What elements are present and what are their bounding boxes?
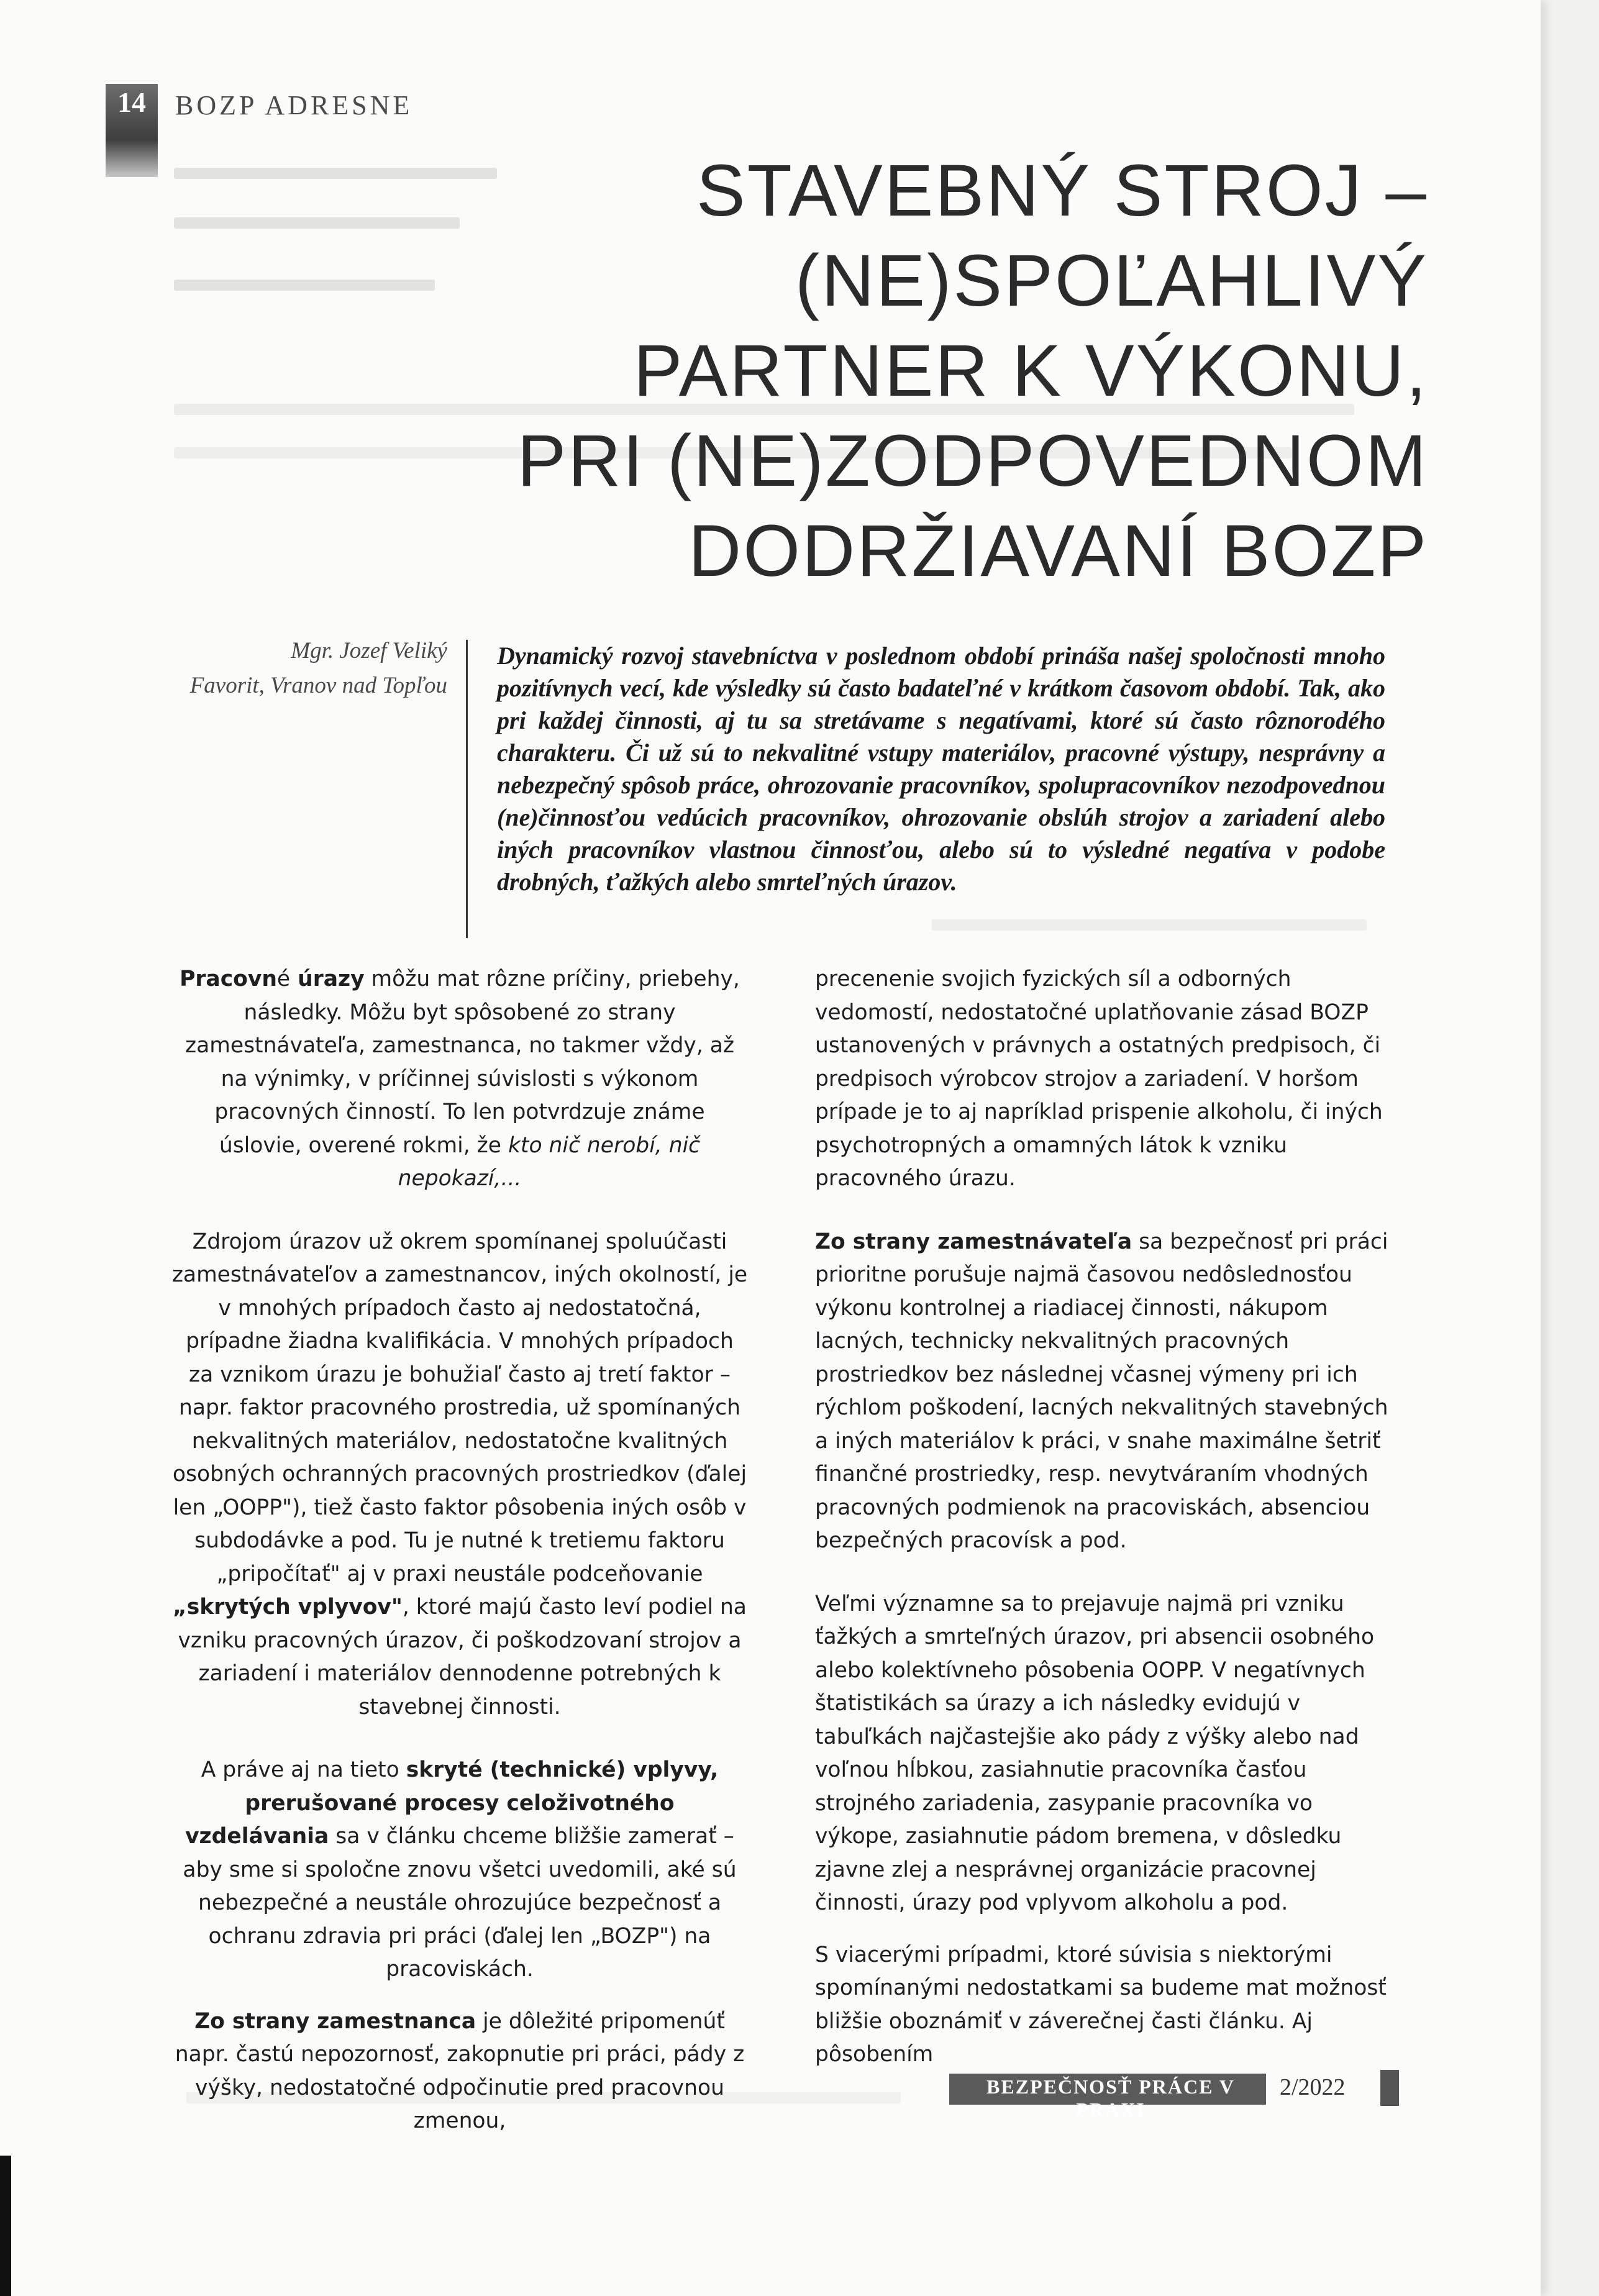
left-column xyxy=(171,963,749,2168)
paragraph xyxy=(171,1754,749,1987)
author-block xyxy=(124,634,447,703)
paragraph xyxy=(171,963,749,1196)
bold-text: Zo strany zamestnanca xyxy=(194,2008,476,2034)
bold-text: Zo strany zamestnávateľa xyxy=(815,1229,1132,1254)
paragraph xyxy=(815,1226,1402,1558)
footer-marker xyxy=(1380,2070,1399,2106)
paragraph: precenenie svojich fyzických síl a odborných vedomostí, nedostatočné uplatňovanie zásad BOZP ustanovených v právnych a ostatných predpisoch, či predpisoch výrobcov strojov a zariadení. V horšom prípade je to aj napríklad prispenie alkoholu, či iných psychotropných a omamných látok k vzniku pracovného úrazu. xyxy=(815,967,1383,1191)
footer-issue: 2/2022 xyxy=(1280,2074,1346,2100)
title-line: STAVEBNÝ STROJ – xyxy=(696,150,1428,232)
paragraph xyxy=(171,1226,749,1724)
text: , ktoré majú často leví podiel na vzniku pracovných úrazov, či poškodzovaní strojov a zariadení i materiálov dennodenne potrebných k stavebnej činnosti. xyxy=(178,1595,747,1720)
title-line: (NE)SPOĽAHLIVÝ xyxy=(795,240,1428,322)
title-line: PRI (NE)ZODPOVEDNOM xyxy=(517,420,1428,502)
author-name: Mgr. Jozef Veliký xyxy=(291,638,447,663)
bold-text: úrazy xyxy=(290,967,365,991)
footer-magazine-name: BEZPEČNOSŤ PRÁCE V PRAXI xyxy=(986,2075,1235,2121)
paragraph: S viacerými prípadmi, ktoré súvisia s niektorými spomínanými nedostatkami sa budeme mat možnosť bližšie oboznámiť v záverečnej časti článku. Aj pôsobením xyxy=(815,1942,1387,2067)
bold-text: Pracovn xyxy=(180,967,277,991)
paragraph xyxy=(171,2005,749,2138)
text: je dôležité pripomenúť napr. častú nepozornosť, zakopnutie pri práci, pády z výšky, nedostatočné odpočinutie pred pracovnou zmenou, xyxy=(175,2008,745,2133)
bold-text: skryté (technické) vplyvy, prerušované procesy celoživotného vzdelávania xyxy=(185,1757,719,1849)
text: A práve aj na tieto xyxy=(201,1757,406,1782)
lead-paragraph: Dynamický rozvoj stavebníctva v poslednom období prináša našej spoločnosti mnoho pozitívnych vecí, kde výsledky sú často badateľné v krátkom časovom období. Tak, ako pri každej činnosti, aj tu sa stretávame s negatívami, ktoré sú často rôznorodého charakteru. Či už sú to nekvalitné vstupy materiálov, pracovné výstupy, nesprávny a nebezpečný spôsob práce, ohrozovanie pracovníkov, spolupracovníkov nezodpovednou (ne)činnosťou vedúcich pracovníkov, ohrozovanie obslúh strojov a zariadení alebo iných pracovníkov vlastnou činnosťou, alebo sú to výsledné negatíva v podobe drobných, ťažkých alebo smrteľných úrazov. xyxy=(497,642,1385,896)
show-through-line xyxy=(932,919,1367,931)
bold-text: „skrytých vplyvov" xyxy=(173,1595,403,1620)
title-line: DODRŽIAVANÍ BOZP xyxy=(688,510,1428,592)
text: môžu mat rôzne príčiny, priebehy, následky. Môžu byt spôsobené zo strany zamestnávateľa, zamestnanca, no takmer vždy, až na výnimky, v príčinnej súvislosti s výkonom pracovných činností. To len potvrdzuje známe úslovie, overené rokmi, že xyxy=(184,967,740,1158)
article-title xyxy=(248,146,1428,596)
text: sa v článku chceme bližšie zamerať – aby sme si spoločne znovu všetci uvedomili, aké sú nebezpečné a neustále ohrozujúce bezpečnosť a ochranu zdravia pri práci (ďalej len „BOZP") na pracoviskách. xyxy=(183,1824,737,1982)
paragraph: Veľmi významne sa to prejavuje najmä pri vzniku ťažkých a smrteľných úrazov, pri absencii osobného alebo kolektívneho pôsobenia OOPP. V negatívnych štatistikách sa úrazy a ich následky evidujú v tabuľkách najčastejšie ako pády z výšky alebo nad voľnou hĺbkou, zasiahnutie pracovníka časťou strojného zariadenia, zasypanie pracovníka vo výkope, zasiahnutie pádom bremena, v dôsledku zjavne zlej a nesprávnej organizácie pracovnej činnosti, úrazy pod vplyvom alkoholu a pod. xyxy=(815,1591,1375,1915)
scan-edge xyxy=(0,2156,11,2296)
author-divider xyxy=(466,640,468,938)
right-column xyxy=(815,963,1402,2102)
section-label: BOZP ADRESNE xyxy=(175,90,413,121)
author-affiliation: Favorit, Vranov nad Topľou xyxy=(189,673,447,698)
page-number: 14 xyxy=(117,86,146,118)
italic-text: kto nič nerobí, nič nepokazí,... xyxy=(398,1132,701,1191)
text: sa bezpečnosť pri práci prioritne porušuje najmä časovou nedôslednosťou výkonu kontrolnej a riadiacej činnosti, nákupom lacných, technicky nekvalitných pracovných prostriedkov bez následnej včasnej výmeny pri ich rýchlom poškodení, lacných nekvalitných stavebných a iných materiálov k práci, v snahe maximálne šetriť finančné prostriedky, resp. nevytváraním vhodných pracovných podmienok na pracoviskách, absenciou bezpečných pracovísk a pod. xyxy=(815,1229,1388,1553)
text: Zdrojom úrazov už okrem spomínanej spoluúčasti zamestnávateľov a zamestnancov, iných okolností, je v mnohých prípadoch často aj nedostatočná, prípadne žiadna kvalifikácia. V mnohých prípadoch za vznikom úrazu je bohužiaľ často aj tretí faktor – napr. faktor pracovného prostredia, už spomínaných nekvalitných materiálov, nedostatočne kvalitných osobných ochranných pracovných prostriedkov (ďalej len „OOPP"), tiež často faktor pôsobenia iných osôb v subdodávke a pod. Tu je nutné k tretiemu faktoru „pripočítať" aj v praxi neustále podceňovanie xyxy=(171,1229,748,1587)
text: é xyxy=(276,967,291,991)
title-line: PARTNER K VÝKONU, xyxy=(633,330,1428,412)
